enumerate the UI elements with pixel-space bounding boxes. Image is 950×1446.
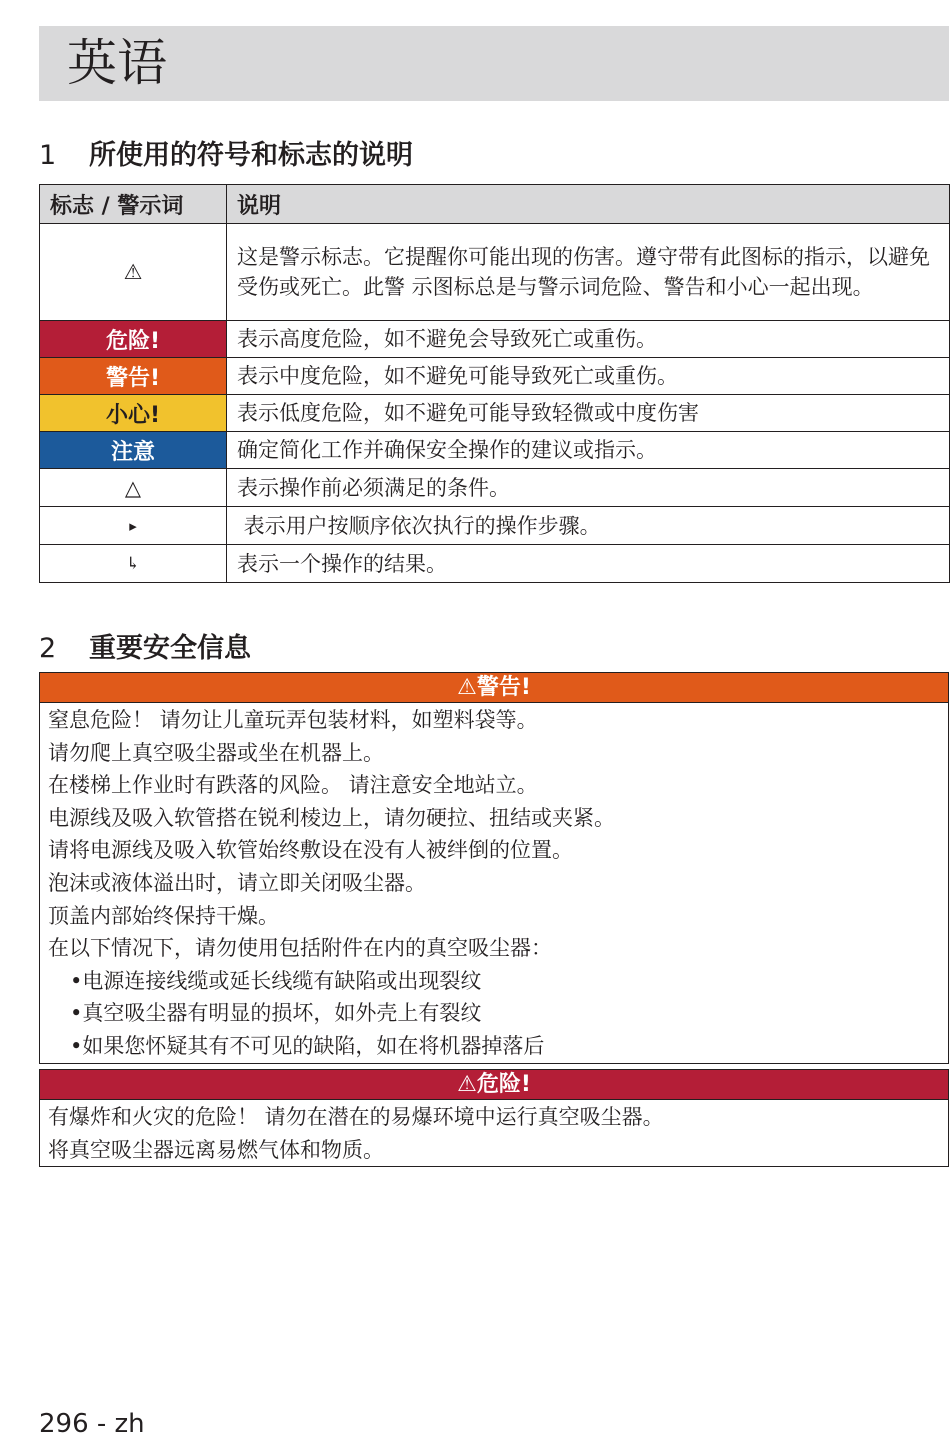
row-description: 表示高度危险，如不避免会导致死亡或重伤。 bbox=[227, 321, 950, 358]
warning-label-cell bbox=[40, 358, 227, 395]
table-row bbox=[40, 321, 950, 358]
danger-line: 有爆炸和火灾的危险！ 请勿在潜在的易爆环境中运行真空吸尘器。 bbox=[48, 1105, 664, 1129]
warning-line: 顶盖内部始终保持干燥。 bbox=[48, 903, 279, 928]
row-description: 这是警示标志。它提醒你可能出现的伤害。遵守带有此图标的指示，以避免受伤或死亡。此警 示图标总是与警示词危险、警告和小心一起出现。 bbox=[227, 224, 950, 321]
danger-label: 危险! bbox=[105, 328, 161, 354]
warning-line: 窒息危险！ 请勿让儿童玩弄包装材料，如塑料袋等。 bbox=[48, 708, 538, 732]
warning-box bbox=[39, 672, 949, 1064]
notice-label-cell bbox=[40, 432, 227, 469]
table-row bbox=[40, 469, 950, 507]
section2-number: 2 bbox=[39, 633, 57, 664]
page-title-bar bbox=[39, 26, 949, 101]
table-row bbox=[40, 395, 950, 432]
warning-label: 警告! bbox=[105, 365, 161, 391]
warning-line: 请将电源线及吸入软管始终敷设在没有人被绊倒的位置。 bbox=[48, 838, 573, 863]
section2-heading bbox=[39, 632, 251, 666]
row-description: 表示中度危险，如不避免可能导致死亡或重伤。 bbox=[227, 358, 950, 395]
table-row bbox=[40, 507, 950, 545]
row-description: 表示一个操作的结果。 bbox=[227, 545, 950, 583]
section1-title: 所使用的符号和标志的说明 bbox=[89, 140, 413, 171]
section2-title: 重要安全信息 bbox=[89, 633, 251, 664]
warning-line: 泡沫或液体溢出时，请立即关闭吸尘器。 bbox=[48, 870, 426, 895]
warning-bullet: •如果您怀疑其有不可见的缺陷，如在将机器掉落后 bbox=[70, 1033, 545, 1058]
table-row bbox=[40, 358, 950, 395]
warning-line: 在以下情况下，请勿使用包括附件在内的真空吸尘器： bbox=[48, 936, 552, 961]
notice-label: 注意 bbox=[110, 439, 155, 465]
section1-number: 1 bbox=[39, 140, 57, 171]
warning-bullet: •电源连接线缆或延长线缆有缺陷或出现裂纹 bbox=[70, 968, 482, 993]
symbols-table bbox=[39, 184, 950, 583]
danger-box bbox=[39, 1069, 949, 1167]
warning-line: 在楼梯上作业时有跌落的风险。 请注意安全地站立。 bbox=[48, 773, 538, 798]
page-number: 296 - zh bbox=[39, 1409, 145, 1439]
precondition-triangle-icon: △ bbox=[40, 469, 227, 507]
table-row bbox=[40, 432, 950, 469]
caution-label: 小心! bbox=[105, 402, 161, 428]
danger-box-body bbox=[40, 1100, 948, 1166]
table-header-row bbox=[40, 185, 950, 224]
warning-triangle-icon: ⚠ bbox=[40, 224, 227, 321]
danger-box-header: ⚠危险! bbox=[40, 1070, 948, 1100]
step-arrow-icon: ▸ bbox=[40, 507, 227, 545]
table-row bbox=[40, 224, 950, 321]
danger-label-cell bbox=[40, 321, 227, 358]
row-description: 表示低度危险，如不避免可能导致轻微或中度伤害 bbox=[227, 395, 950, 432]
warning-box-header: ⚠警告! bbox=[40, 673, 948, 703]
col-header-symbol: 标志 / 警示词 bbox=[40, 185, 227, 224]
caution-label-cell bbox=[40, 395, 227, 432]
section1-heading bbox=[39, 139, 413, 173]
warning-line: 电源线及吸入软管搭在锐利棱边上，请勿硬拉、扭结或夹紧。 bbox=[48, 805, 615, 830]
warning-line: 请勿爬上真空吸尘器或坐在机器上。 bbox=[48, 740, 384, 765]
page-title: 英语 bbox=[67, 34, 167, 92]
result-arrow-icon: ↳ bbox=[40, 545, 227, 583]
row-description: 表示用户按顺序依次执行的操作步骤。 bbox=[227, 507, 950, 545]
warning-bullet: •真空吸尘器有明显的损坏，如外壳上有裂纹 bbox=[70, 1001, 482, 1026]
col-header-description: 说明 bbox=[227, 185, 950, 224]
table-row bbox=[40, 545, 950, 583]
row-description: 表示操作前必须满足的条件。 bbox=[227, 469, 950, 507]
row-description: 确定简化工作并确保安全操作的建议或指示。 bbox=[227, 432, 950, 469]
danger-line: 将真空吸尘器远离易燃气体和物质。 bbox=[48, 1137, 384, 1162]
warning-box-body bbox=[40, 703, 948, 1063]
